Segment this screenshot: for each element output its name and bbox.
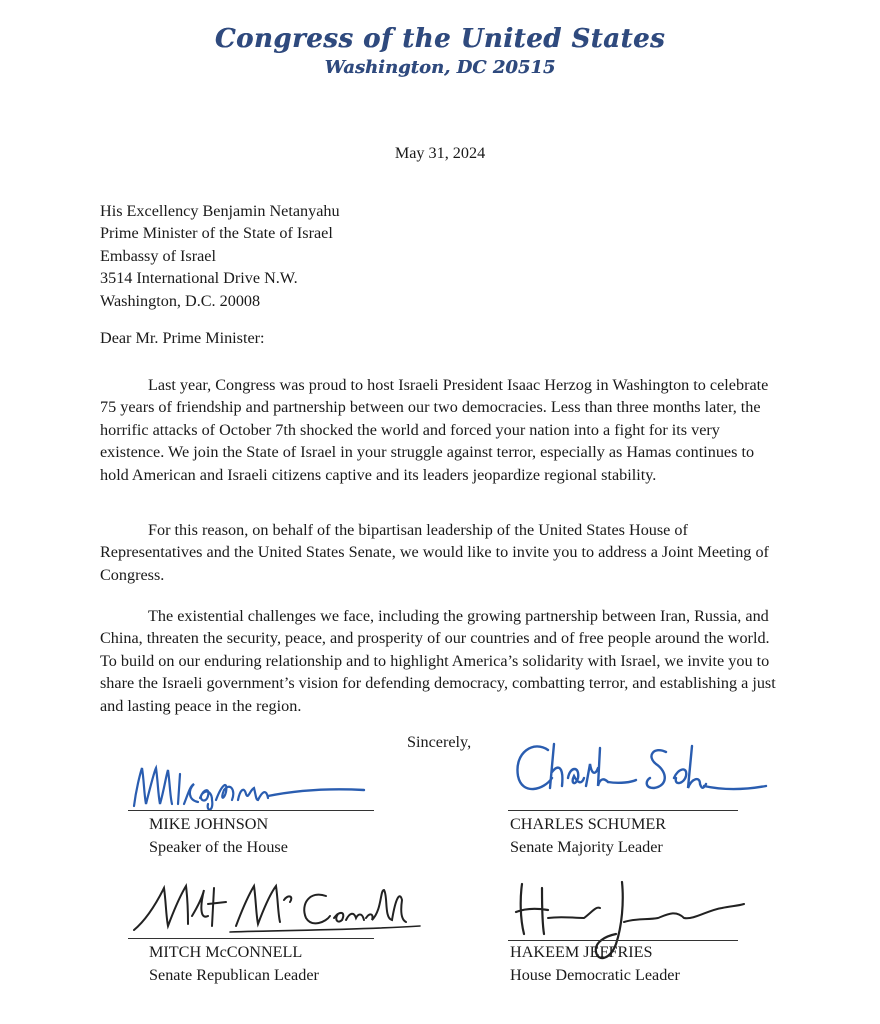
letterhead — [0, 22, 880, 80]
signature-line-johnson — [128, 810, 374, 811]
recipient-street: 3514 International Drive N.W. — [100, 269, 298, 288]
signature-line-schumer — [508, 810, 738, 811]
closing: Sincerely, — [407, 733, 472, 751]
signatory-name-jeffries: HAKEEM JEFFRIES — [510, 943, 653, 961]
recipient-city: Washington, D.C. 20008 — [100, 291, 261, 310]
body-paragraph-2: For this reason, on behalf of the bipartisan leadership of the United States House of Representatives and the United States Senate, we would like to invite you to address a Joint Meeting of Congress. — [100, 521, 769, 584]
recipient-organization: Embassy of Israel — [100, 246, 216, 265]
signatory-title-jeffries: House Democratic Leader — [510, 966, 680, 984]
letterhead-title: Congress of the United States — [214, 24, 666, 54]
signatory-title-schumer: Senate Majority Leader — [510, 838, 663, 856]
signature-mcconnell — [130, 880, 422, 940]
signatory-name-mcconnell: MITCH McCONNELL — [149, 943, 303, 961]
body-paragraph-3: The existential challenges we face, including the growing partnership between Iran, Russia, and China, threaten the security, peace, and prosperity of our countries and of free people around the world. To build on our enduring relationship and to highlight America’s solidarity with Israel, we invite you to share the Israeli government’s vision for defending democracy, combatting terror, and establishing a just and lasting peace in the region. — [100, 607, 776, 715]
letterhead-address: Washington, DC 20515 — [324, 57, 556, 78]
body-paragraph-1: Last year, Congress was proud to host Israeli President Isaac Herzog in Washington to celebrate 75 years of friendship and partnership between our two democracies. Less than three months later, the horrific attacks of October 7th shocked the world and forced your nation into a fight for its very existence. We join the State of Israel in your struggle against terror, especially as Hamas continues to hold American and Israeli citizens captive and its leaders jeopardize regional stability. — [100, 376, 769, 484]
signature-schumer — [508, 738, 770, 808]
signatory-title-johnson: Speaker of the House — [149, 838, 288, 856]
recipient-title: Prime Minister of the State of Israel — [100, 224, 333, 243]
salutation: Dear Mr. Prime Minister: — [100, 329, 265, 347]
signature-line-mcconnell — [128, 938, 374, 939]
recipient-name: His Excellency Benjamin Netanyahu — [100, 202, 340, 220]
signature-johnson — [128, 760, 368, 812]
recipient-address — [100, 200, 340, 312]
signatory-name-johnson: MIKE JOHNSON — [149, 815, 269, 833]
letter-date: May 31, 2024 — [394, 144, 486, 162]
signatory-title-mcconnell: Senate Republican Leader — [149, 966, 319, 984]
signatory-name-schumer: CHARLES SCHUMER — [510, 815, 667, 833]
